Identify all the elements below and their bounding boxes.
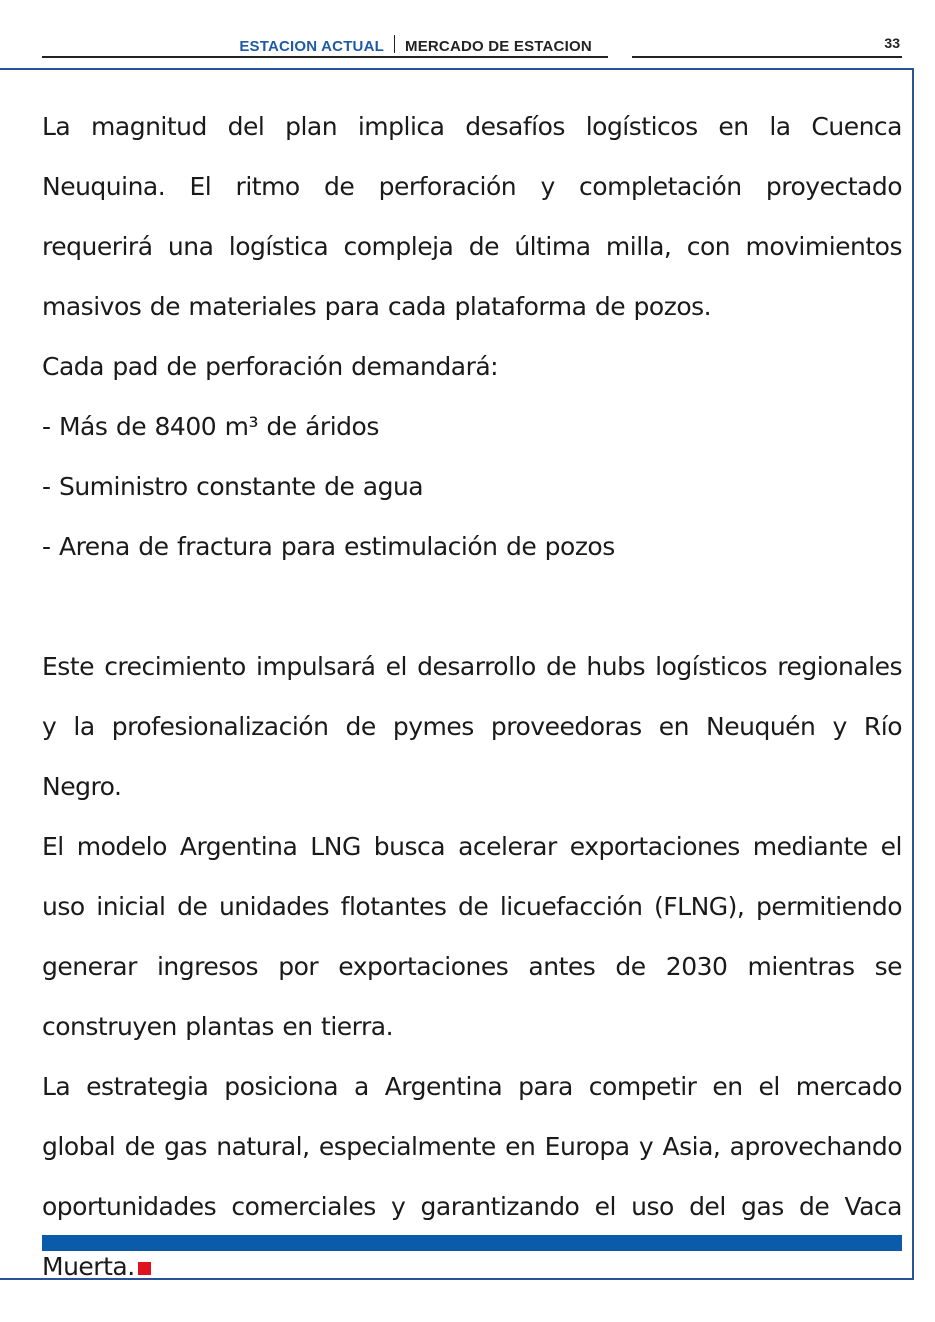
- paragraph-logistics: La magnitud del plan implica desafíos logísticos en la Cuenca Neuquina. El ritmo de perforación y completación proyectado requerirá una logística compleja de última milla, con movimientos masivos de materiales para cada plataforma de pozos.: [42, 112, 902, 321]
- header-rule-right: [632, 56, 902, 58]
- list-item: - Más de 8400 m³ de áridos: [42, 412, 379, 441]
- paragraph-strategy: [42, 1057, 902, 1297]
- paragraph-growth: Este crecimiento impulsará el desarrollo de hubs logísticos regionales y la profesionalización de pymes proveedoras en Neuquén y Río Negro.: [42, 652, 902, 801]
- page-header: [0, 33, 935, 63]
- list-item: - Arena de fractura para estimulación de pozos: [42, 532, 615, 561]
- header-separator: [394, 35, 395, 53]
- article-body: [42, 97, 902, 1297]
- bottom-rule: [42, 1235, 902, 1251]
- paragraph-spacer: [42, 577, 902, 637]
- end-of-article-icon: [138, 1262, 151, 1275]
- paragraph-pad-demand: Cada pad de perforación demandará:: [42, 352, 499, 381]
- list-item: - Suministro constante de agua: [42, 472, 424, 501]
- section-label: ESTACION ACTUAL: [239, 38, 384, 55]
- paragraph-lng-model: El modelo Argentina LNG busca acelerar exportaciones mediante el uso inicial de unidades flotantes de licuefacción (FLNG), permitiendo generar ingresos por exportaciones antes de 2030 mientras se construyen plantas en tierra.: [42, 832, 902, 1041]
- page-number: 33: [884, 35, 900, 51]
- subsection-label: MERCADO DE ESTACION: [405, 38, 592, 55]
- paragraph-strategy-text: La estrategia posiciona a Argentina para competir en el mercado global de gas natural, especialmente en Europa y Asia, aprovechando oportunidades comerciales y garantizando el uso del gas de Vaca Muerta.: [42, 1072, 902, 1281]
- header-rule-left: [42, 56, 608, 58]
